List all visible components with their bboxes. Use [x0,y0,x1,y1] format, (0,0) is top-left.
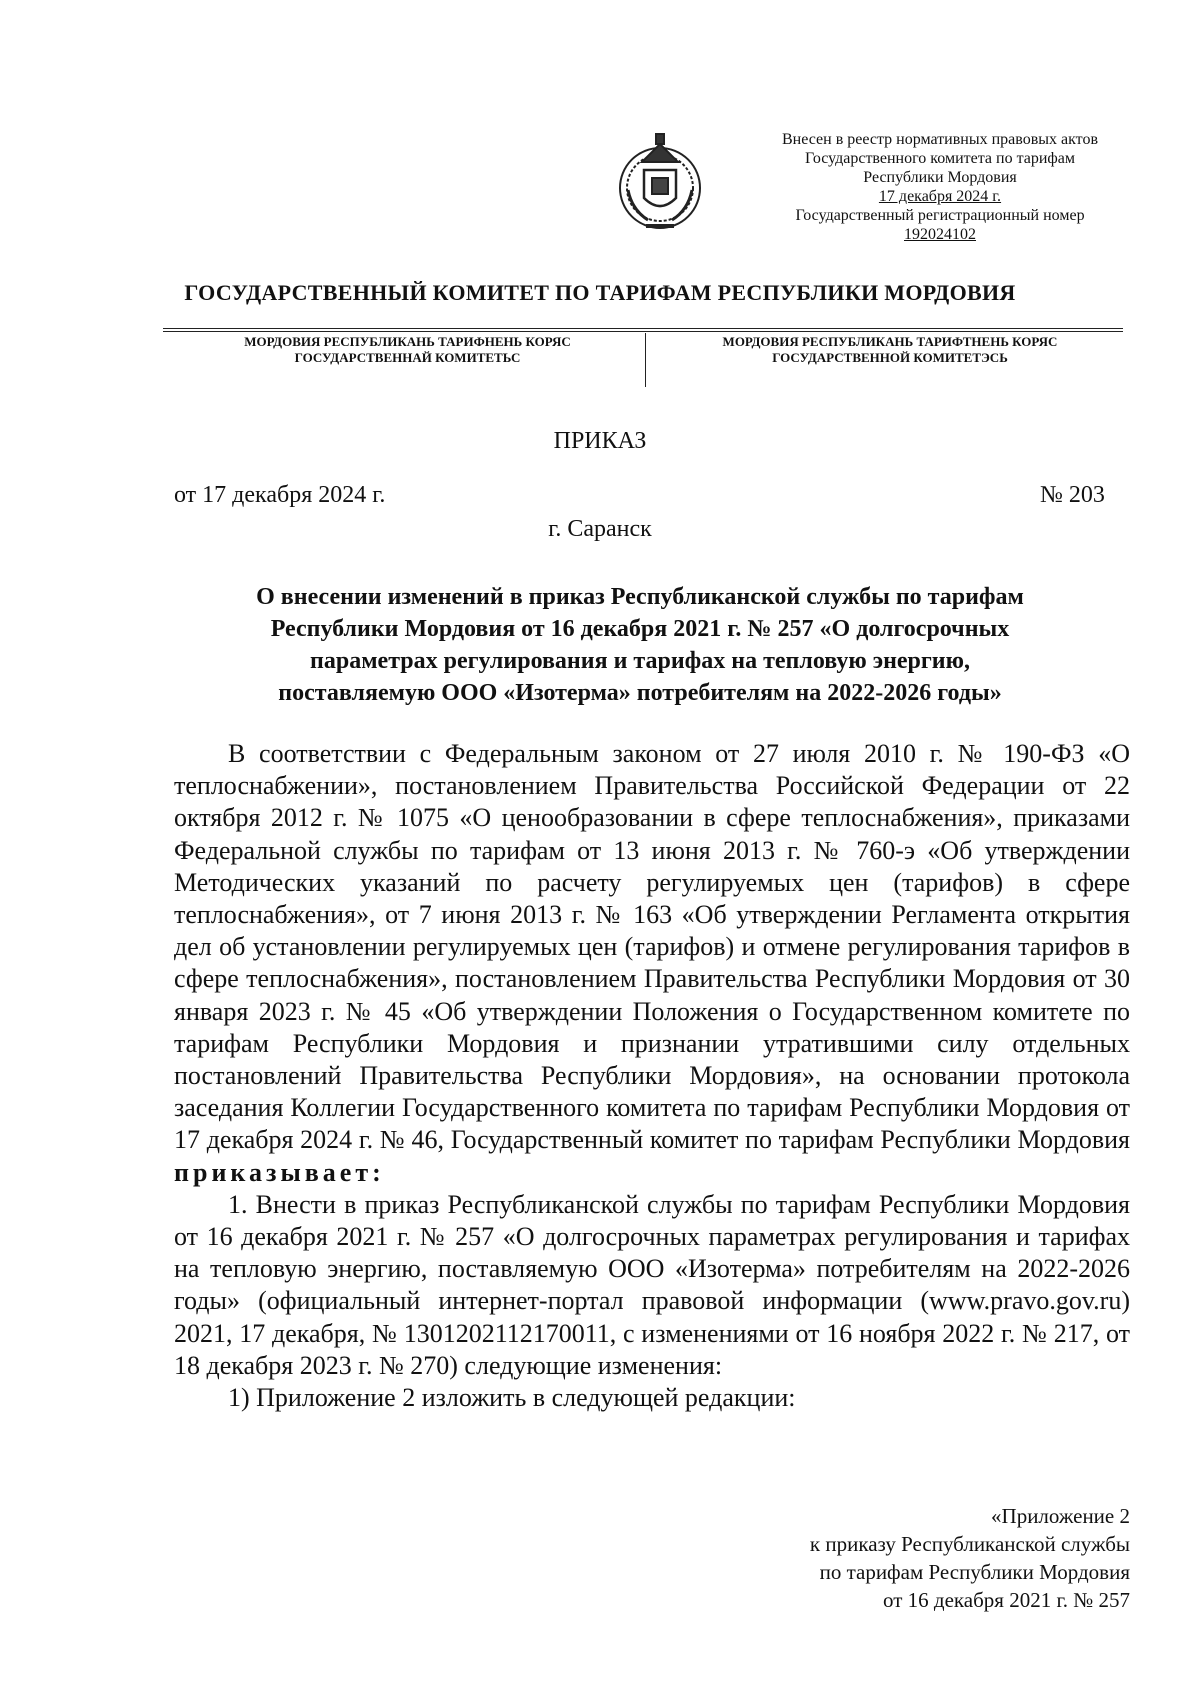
document-type: ПРИКАЗ [553,428,647,454]
subject-line: Республики Мордовия от 16 декабря 2021 г. № 257 «О долгосрочных [270,616,1010,642]
subtitle-line: ГОСУДАРСТВЕННОЙ КОМИТЕТЭСЬ [772,350,1008,365]
registry-line: Государственного комитета по тарифам [804,150,1076,167]
appendix-line: к приказу Республиканской службы [809,1532,1130,1556]
registry-date: 17 декабря 2024 г. [878,188,1002,205]
header-vertical-divider [645,333,646,387]
preamble-paragraph [174,738,1130,1189]
registry-note [740,130,1140,244]
registry-line: Республики Мордовия [863,169,1017,186]
preamble-text: В соответствии с Федеральным законом от 27 июля 2010 г. № 190-ФЗ «О теплоснабжении», постановлением Правительства Российской Федерации от 22 октября 2012 г. № 1075 «О ценообразовании в сфере теплоснабжения», приказами Федеральной службы по тарифам от 13 июня 2013 г. № 760-э «Об утверждении Методических указаний по расчету регулируемых цен (тарифов) в сфере теплоснабжения», от 7 июня 2013 г. № 163 «Об утверждении Регламента открытия дел об установлении регулируемых цен (тарифов) и отмене регулирования тарифов в сфере теплоснабжения», постановлением Правительства Республики Мордовия от 30 января 2023 г. № 45 «Об утверждении Положения о Государственном комитете по тарифам Республики Мордовия и признании утратившими силу отдельных постановлений Правительства Республики Мордовия», на основании протокола заседания Коллегии Государственного комитета по тарифам Республики Мордовия от 17 декабря 2024 г. № 46, Государственный комитет по тарифам Республики Мордовия [174,739,1130,1155]
order-subject [180,581,1100,709]
clause-1-paragraph: 1. Внести в приказ Республиканской службы по тарифам Республики Мордовия от 16 декабря 2021 г. № 257 «О долгосрочных параметрах регулирования и тарифах на тепловую энергию, поставляемую ООО «Изотерма» потребителям на 2022-2026 годы» (официальный интернет-портал правовой информации (www.pravo.gov.ru) 2021, 17 декабря, № 1301202112170011, с изменениями от 16 ноября 2022 г. № 217, от 18 декабря 2023 г. № 270) следующие изменения: [174,1189,1130,1380]
sub-clause-1-paragraph: 1) Приложение 2 изложить в следующей редакции: [228,1383,796,1413]
order-date: от 17 декабря 2024 г. [174,482,386,508]
order-number: № 203 [1040,482,1105,508]
appendix-line: от 16 декабря 2021 г. № 257 [883,1588,1130,1612]
header-divider [163,331,1123,332]
appendix-header [700,1502,1130,1614]
subject-line: поставляемую ООО «Изотерма» потребителям на 2022-2026 годы» [278,680,1002,706]
subtitle-line: МОРДОВИЯ РЕСПУБЛИКАНЬ ТАРИФНЕНЬ КОРЯС [244,334,571,349]
order-city: г. Саранск [548,516,652,542]
appendix-line: по тарифам Республики Мордовия [819,1560,1130,1584]
orders-keyword: приказывает: [174,1157,385,1187]
coat-of-arms-icon [612,130,708,234]
subtitle-line: МОРДОВИЯ РЕСПУБЛИКАНЬ ТАРИФТНЕНЬ КОРЯС [722,334,1058,349]
registry-line: Внесен в реестр нормативных правовых актов [782,131,1098,148]
registry-line: Государственный регистрационный номер [795,207,1085,224]
subject-line: параметрах регулирования и тарифах на тепловую энергию, [310,648,970,674]
organization-title: ГОСУДАРСТВЕННЫЙ КОМИТЕТ ПО ТАРИФАМ РЕСПУБЛИКИ МОРДОВИЯ [184,280,1016,305]
appendix-line: «Приложение 2 [991,1504,1130,1528]
header-subtitle-left [180,334,635,366]
header-subtitle-right [660,334,1120,366]
header-divider [163,328,1123,329]
document-body [174,738,1130,1414]
registry-number: 192024102 [904,226,976,243]
subject-line: О внесении изменений в приказ Республиканской службы по тарифам [256,584,1024,610]
subtitle-line: ГОСУДАРСТВЕННАЙ КОМИТЕТЬС [294,350,521,365]
